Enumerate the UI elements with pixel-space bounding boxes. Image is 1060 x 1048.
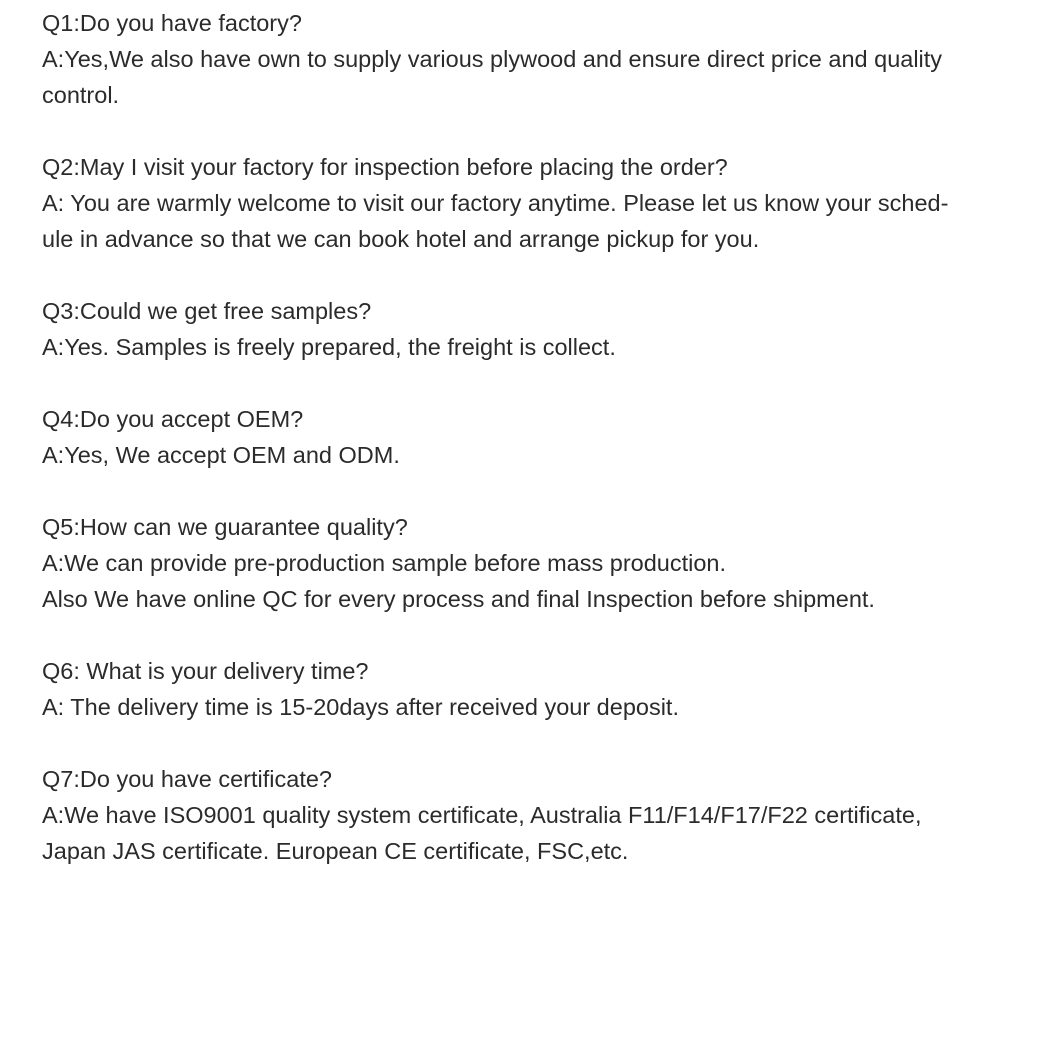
faq-question: Q5:How can we guarantee quality? <box>42 514 408 540</box>
faq-question: Q6: What is your delivery time? <box>42 658 369 684</box>
faq-question: Q7:Do you have certificate? <box>42 766 332 792</box>
faq-answer-line: control. <box>42 82 120 108</box>
faq-question: Q4:Do you accept OEM? <box>42 406 304 432</box>
faq-answer-line: ule in advance so that we can book hotel and arrange pickup for you. <box>42 226 760 252</box>
faq-item-6 <box>42 653 1042 725</box>
faq-item-3 <box>42 293 1042 365</box>
faq-list <box>42 5 1042 905</box>
faq-answer-line: A: The delivery time is 15-20days after received your deposit. <box>42 694 679 720</box>
faq-item-2 <box>42 149 1042 257</box>
faq-answer-line: A:We have ISO9001 quality system certificate, Australia F11/F14/F17/F22 certificate, <box>42 802 922 828</box>
faq-question: Q1:Do you have factory? <box>42 10 302 36</box>
faq-answer-line: A: You are warmly welcome to visit our factory anytime. Please let us know your sched- <box>42 190 949 216</box>
faq-answer-line: A:We can provide pre-production sample before mass production. <box>42 550 727 576</box>
faq-answer-line: Also We have online QC for every process and final Inspection before shipment. <box>42 586 875 612</box>
faq-answer-line: Japan JAS certificate. European CE certificate, FSC,etc. <box>42 838 629 864</box>
faq-item-5 <box>42 509 1042 617</box>
faq-answer-line: A:Yes,We also have own to supply various plywood and ensure direct price and quality <box>42 46 943 72</box>
faq-answer-line: A:Yes, We accept OEM and ODM. <box>42 442 400 468</box>
faq-question: Q3:Could we get free samples? <box>42 298 372 324</box>
faq-item-7 <box>42 761 1042 869</box>
faq-item-4 <box>42 401 1042 473</box>
faq-answer-line: A:Yes. Samples is freely prepared, the freight is collect. <box>42 334 616 360</box>
faq-question: Q2:May I visit your factory for inspection before placing the order? <box>42 154 728 180</box>
faq-item-1 <box>42 5 1042 113</box>
